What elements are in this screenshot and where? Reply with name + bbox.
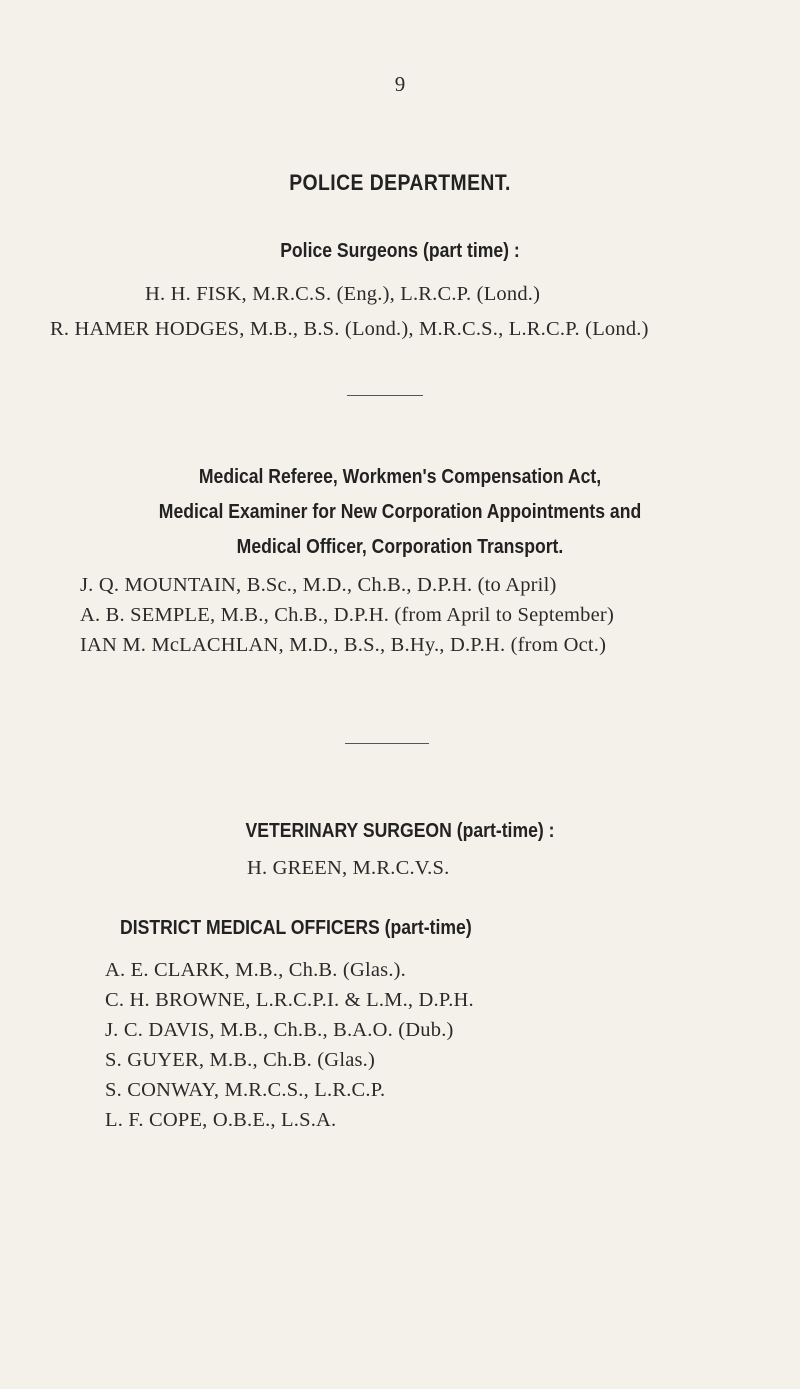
list-item: A. E. CLARK, M.B., Ch.B. (Glas.). (105, 959, 407, 981)
referee-title-line: Medical Referee, Workmen's Compensation Act, (198, 466, 602, 488)
list-item: J. C. DAVIS, M.B., Ch.B., B.A.O. (Dub.) (105, 1019, 454, 1041)
police-surgeon-1: H. H. FISK, M.R.C.S. (Eng.), L.R.C.P. (Lond.) (145, 283, 541, 305)
list-item: J. Q. MOUNTAIN, B.Sc., M.D., Ch.B., D.P.H. (to April) (80, 574, 557, 596)
section-divider (345, 743, 429, 744)
referee-officers-list (80, 570, 614, 660)
referee-title-line: Medical Officer, Corporation Transport. (236, 536, 564, 558)
police-surgeon-2: R. HAMER HODGES, M.B., B.S. (Lond.), M.R.C.S., L.R.C.P. (Lond.) (50, 318, 649, 340)
veterinary-heading: VETERINARY SURGEON (part-time) : (245, 820, 555, 842)
list-item: S. CONWAY, M.R.C.S., L.R.C.P. (105, 1079, 386, 1101)
district-officers-heading: DISTRICT MEDICAL OFFICERS (part-time) (120, 917, 472, 939)
district-officers-list (105, 955, 474, 1135)
police-department-heading: POLICE DEPARTMENT. (289, 170, 511, 195)
list-item: S. GUYER, M.B., Ch.B. (Glas.) (105, 1049, 376, 1071)
list-item: IAN M. McLACHLAN, M.D., B.S., B.Hy., D.P.H. (from Oct.) (80, 634, 607, 656)
list-item: L. F. COPE, O.B.E., L.S.A. (105, 1109, 337, 1131)
referee-title-line: Medical Examiner for New Corporation Appointments and (158, 501, 642, 523)
list-item: A. B. SEMPLE, M.B., Ch.B., D.P.H. (from April to September) (80, 604, 614, 626)
section-divider (347, 395, 423, 396)
veterinary-surgeon: H. GREEN, M.R.C.V.S. (247, 857, 450, 879)
page-number: 9 (394, 72, 406, 96)
list-item: C. H. BROWNE, L.R.C.P.I. & L.M., D.P.H. (105, 989, 474, 1011)
police-surgeons-heading: Police Surgeons (part time) : (280, 240, 520, 262)
medical-referee-heading (0, 460, 800, 565)
